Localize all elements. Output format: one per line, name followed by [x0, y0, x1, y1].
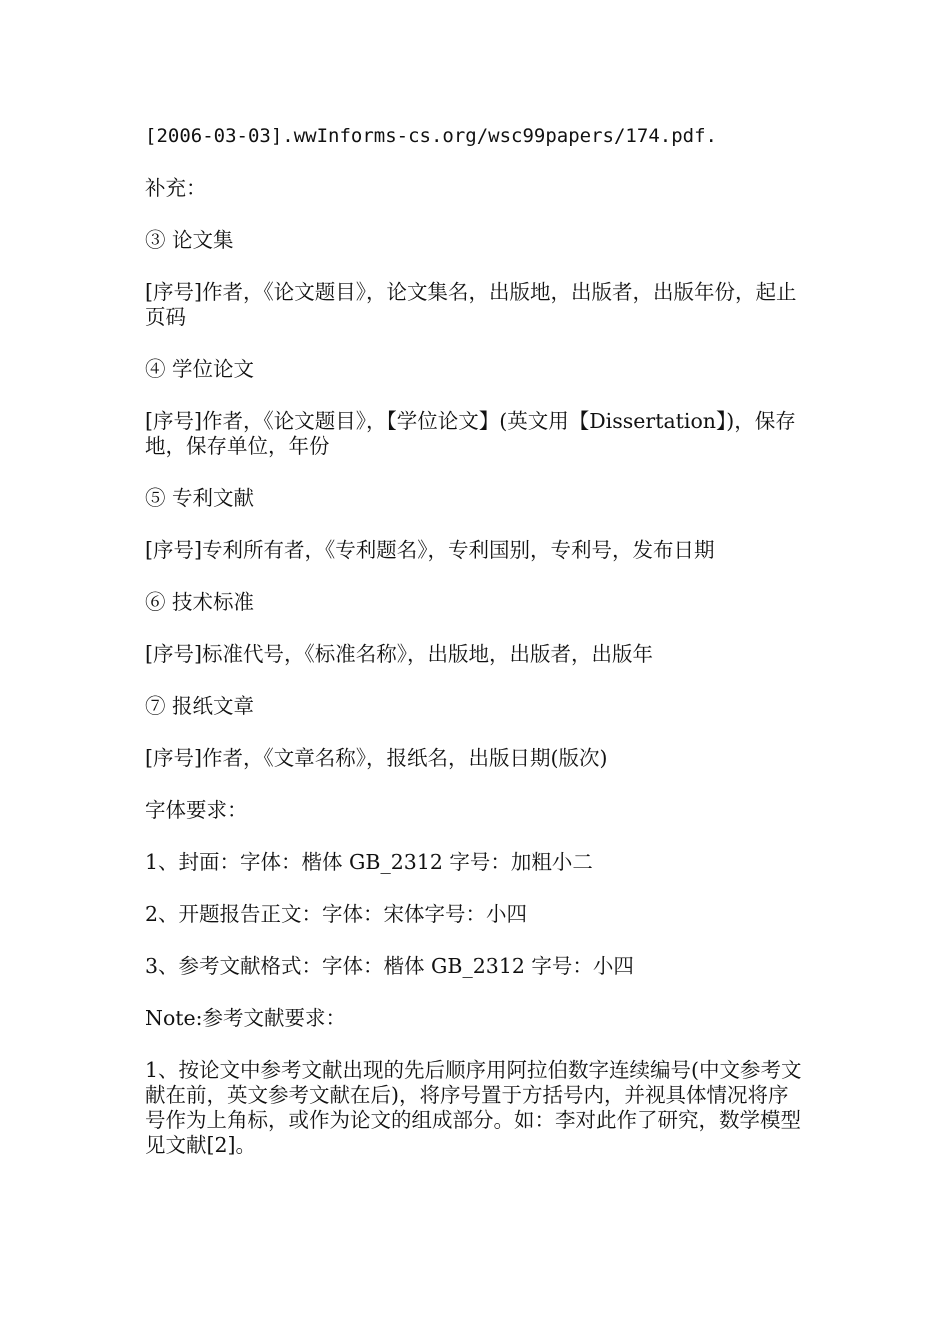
newspaper-format: [序号]作者，《文章名称》，报纸名，出版日期(版次)	[145, 746, 608, 770]
thesis-heading: ④ 学位论文	[145, 357, 255, 381]
newspaper-heading: ⑦ 报纸文章	[145, 694, 255, 718]
document-body	[145, 124, 805, 1185]
font-requirements-heading: 字体要求：	[145, 798, 248, 822]
standard-heading: ⑥ 技术标准	[145, 590, 255, 614]
font-requirement-cover: 1、封面：字体：楷体 GB_2312 字号：加粗小二	[145, 850, 593, 874]
patent-format: [序号]专利所有者，《专利题名》，专利国别，专利号，发布日期	[145, 538, 715, 562]
supplement-heading: 补充：	[145, 176, 207, 200]
font-requirement-references: 3、参考文献格式：字体：楷体 GB_2312 字号：小四	[145, 954, 634, 978]
font-requirement-body: 2、开题报告正文：字体：宋体字号：小四	[145, 902, 528, 926]
note-item-1: 1、按论文中参考文献出现的先后顺序用阿拉伯数字连续编号(中文参考文献在前，英文参考文献在后)，将序号置于方括号内，并视具体情况将序号作为上角标，或作为论文的组成部分。如：李对此作了研究，数学模型见文献[2]。	[145, 1058, 802, 1157]
proceedings-format: [序号]作者，《论文题目》，论文集名，出版地，出版者，出版年份，起止页码	[145, 280, 797, 329]
patent-heading: ⑤ 专利文献	[145, 486, 255, 510]
reference-url-line: [2006-03-03].wwInforms-cs.org/wsc99papers/174.pdf.	[145, 125, 717, 147]
thesis-format: [序号]作者，《论文题目》，【学位论文】(英文用【Dissertation】)，保存地，保存单位，年份	[145, 409, 796, 458]
standard-format: [序号]标准代号，《标准名称》，出版地，出版者，出版年	[145, 642, 653, 666]
proceedings-heading: ③ 论文集	[145, 228, 234, 252]
note-heading: Note:参考文献要求：	[145, 1006, 347, 1030]
